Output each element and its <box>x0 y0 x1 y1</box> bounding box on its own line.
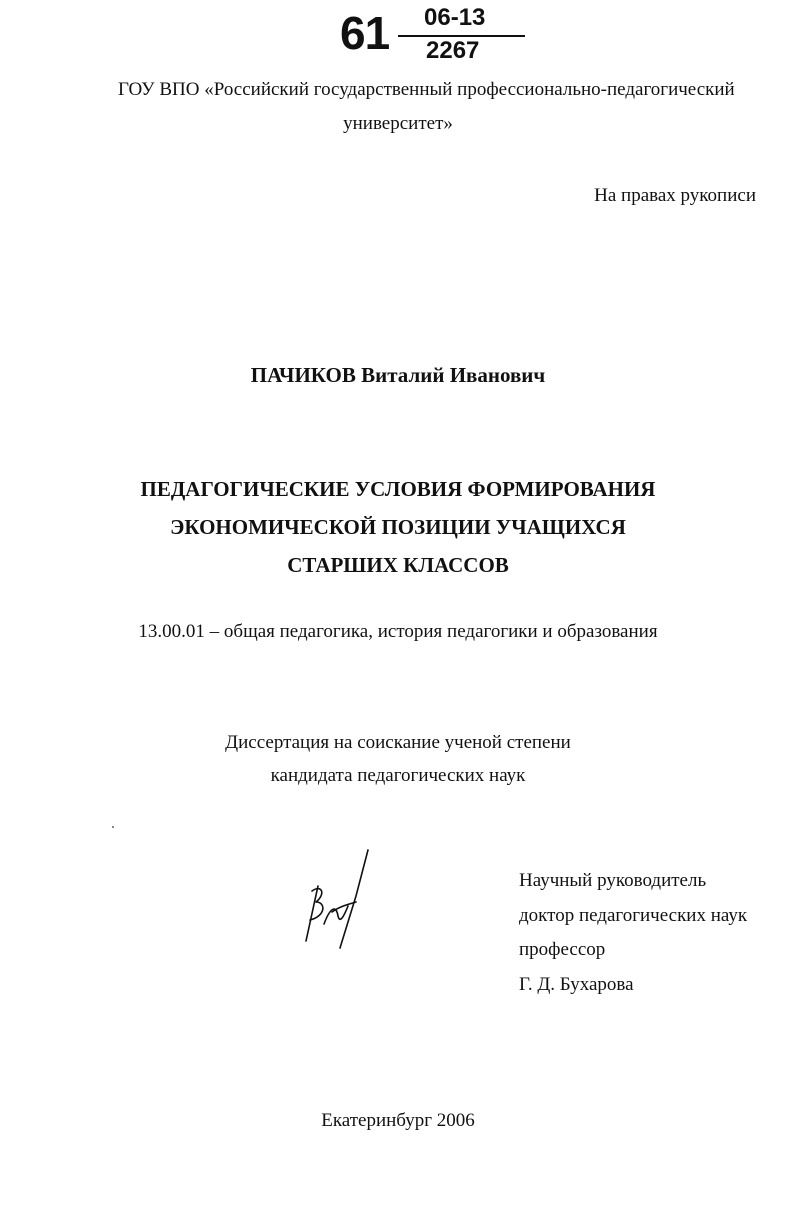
supervisor-degree: доктор педагогических наук <box>519 904 748 926</box>
scan-speck <box>112 826 114 828</box>
catalog-denominator: 2267 <box>426 37 480 64</box>
supervisor-rank: профессор <box>519 939 606 960</box>
supervisor-block <box>519 864 747 1002</box>
catalog-numerator: 06-13 <box>424 4 486 31</box>
catalog-series-number: 61 <box>340 7 390 59</box>
supervisor-name: Г. Д. Бухарова <box>519 973 634 995</box>
title-line: ПЕДАГОГИЧЕСКИЕ УСЛОВИЯ ФОРМИРОВАНИЯ <box>140 477 656 501</box>
title-line: СТАРШИХ КЛАССОВ <box>287 553 509 577</box>
degree-statement <box>0 726 796 792</box>
degree-line: Диссертация на соискание ученой степени <box>225 732 571 753</box>
handwritten-signature <box>296 846 386 956</box>
title-line: ЭКОНОМИЧЕСКОЙ ПОЗИЦИИ УЧАЩИХСЯ <box>170 515 626 539</box>
dissertation-title <box>0 470 796 584</box>
city-year: Екатеринбург 2006 <box>321 1110 475 1131</box>
degree-line: кандидата педагогических наук <box>270 765 526 786</box>
specialty-code: 13.00.01 – общая педагогика, история педагогики и образования <box>138 621 658 642</box>
author-name: ПАЧИКОВ Виталий Иванович <box>250 363 546 387</box>
supervisor-role: Научный руководитель <box>519 870 707 891</box>
institution-line-1: ГОУ ВПО «Российский государственный профессионально-педагогический <box>118 79 735 100</box>
institution-line-2: университет» <box>343 113 453 134</box>
manuscript-rights-note: На правах рукописи <box>594 185 756 206</box>
